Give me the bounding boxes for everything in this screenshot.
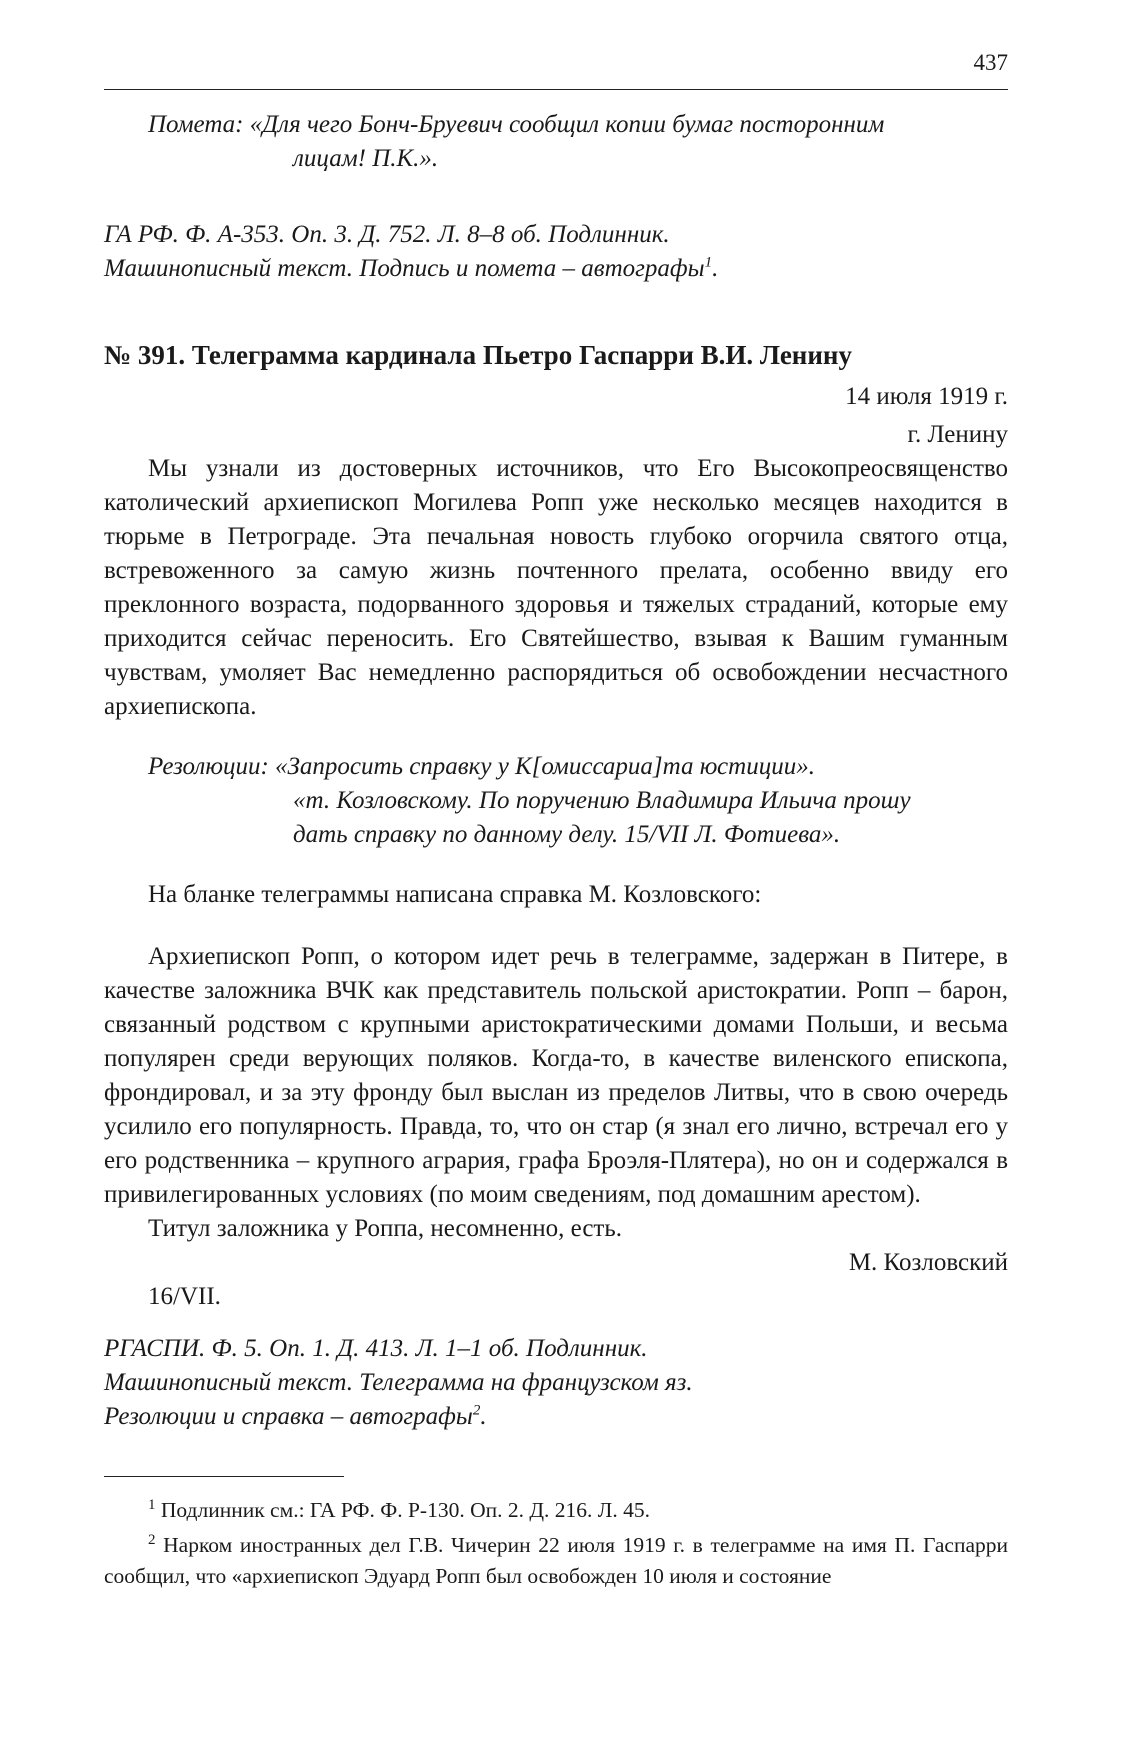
header-rule xyxy=(104,89,1008,90)
document-date: 14 июля 1919 г. xyxy=(845,383,1008,410)
doc-archive-end: . xyxy=(480,1403,487,1430)
doc-archive-line3: Резолюции и справка – автографы xyxy=(104,1403,473,1430)
document-heading: № 391. Телеграмма кардинала Пьетро Гаспарри В.И. Ленину xyxy=(104,340,852,370)
document-addressee: г. Ленину xyxy=(907,421,1008,448)
page-content xyxy=(104,108,1008,1592)
footnote-number: 1 xyxy=(148,1496,156,1513)
reference-date: 16/VII. xyxy=(148,1283,221,1310)
prev-archive xyxy=(104,218,1008,286)
footnotes xyxy=(104,1495,1008,1592)
blank-note: На бланке телеграммы написана справка М. Козловского: xyxy=(148,881,762,908)
resolution-line2: «т. Козловскому. По поручению Владимира Ильича прошу xyxy=(293,787,911,814)
doc-archive-line2: Машинописный текст. Телеграмма на французском яз. xyxy=(104,1369,693,1396)
prev-note-line1: «Для чего Бонч-Бруевич сообщил копии бумаг посторонним xyxy=(249,111,885,138)
telegram-body: Мы узнали из достоверных источников, что Его Высокопреосвященство католический архиепископ Могилева Ропп уже несколько месяцев находится в тюрьме в Петрограде. Эта печальная новость глубоко огорчила святого отца, встревоженного за самую жизнь почтенного прелата, особенно ввиду его преклонного возраста, подорванного здоровья и тяжелых страданий, которые ему приходится сейчас переносить. Его Святейшество, взывая к Вашим гуманным чувствам, умоляет Вас немедленно распорядиться об освобождении несчастного архиепископа. xyxy=(104,455,1008,720)
prev-archive-line1: ГА РФ. Ф. А-353. Оп. 3. Д. 752. Л. 8–8 об. Подлинник. xyxy=(104,221,670,248)
doc-archive xyxy=(104,1332,1008,1434)
resolutions xyxy=(104,750,1008,852)
footnote-ref-1[interactable]: 1 xyxy=(704,254,713,271)
footnote-text: Подлинник см.: ГА РФ. Ф. Р-130. Оп. 2. Д. 216. Л. 45. xyxy=(160,1498,650,1522)
reference-body: Архиепископ Ропп, о котором идет речь в телеграмме, задержан в Питере, в качестве заложника ВЧК как представитель польской аристократии. Ропп – барон, связанный родством с крупными аристократическими домами Польши, и весьма популярен среди верующих поляков. Когда-то, в качестве виленского епископа, фрондировал, и за эту фронду был выслан из пределов Литвы, что в свою очередь усилило его популярность. Правда, то, что он стар (я знал его лично, встречал его у его родственника – крупного агрария, графа Броэля-Плятера), но он и содержался в привилегированных условиях (по моим сведениям, под домашним арестом). xyxy=(104,943,1008,1208)
prev-archive-line2: Машинописный текст. Подпись и помета – автографы xyxy=(104,255,705,282)
doc-archive-line1: РГАСПИ. Ф. 5. Оп. 1. Д. 413. Л. 1–1 об. Подлинник. xyxy=(104,1335,648,1362)
footnote-1 xyxy=(104,1495,1008,1526)
footnote-rule xyxy=(104,1476,344,1477)
resolution-label: Резолюции: xyxy=(148,753,269,780)
footnote-ref-2[interactable]: 2 xyxy=(472,1402,481,1419)
resolution-line1: «Запросить справку у К[омиссариа]та юстиции». xyxy=(275,753,815,780)
signature: М. Козловский xyxy=(848,1249,1008,1276)
footnote-number: 2 xyxy=(148,1531,156,1548)
page-number: 437 xyxy=(973,50,1008,75)
prev-archive-end: . xyxy=(712,255,719,282)
resolution-line3: дать справку по данному делу. 15/VII Л. Фотиева». xyxy=(293,821,841,848)
prev-note-label: Помета: xyxy=(148,111,244,138)
reference-conclusion: Титул заложника у Роппа, несомненно, есть. xyxy=(148,1215,622,1242)
footnote-text: Нарком иностранных дел Г.В. Чичерин 22 июля 1919 г. в телеграмме на имя П. Гаспарри сообщил, что «архиепископ Эдуард Ропп был освобожден 10 июля и состояние xyxy=(104,1533,1008,1588)
prev-note xyxy=(104,108,1008,176)
prev-note-line2: лицам! П.К.». xyxy=(293,145,439,172)
footnote-2 xyxy=(104,1530,1008,1592)
